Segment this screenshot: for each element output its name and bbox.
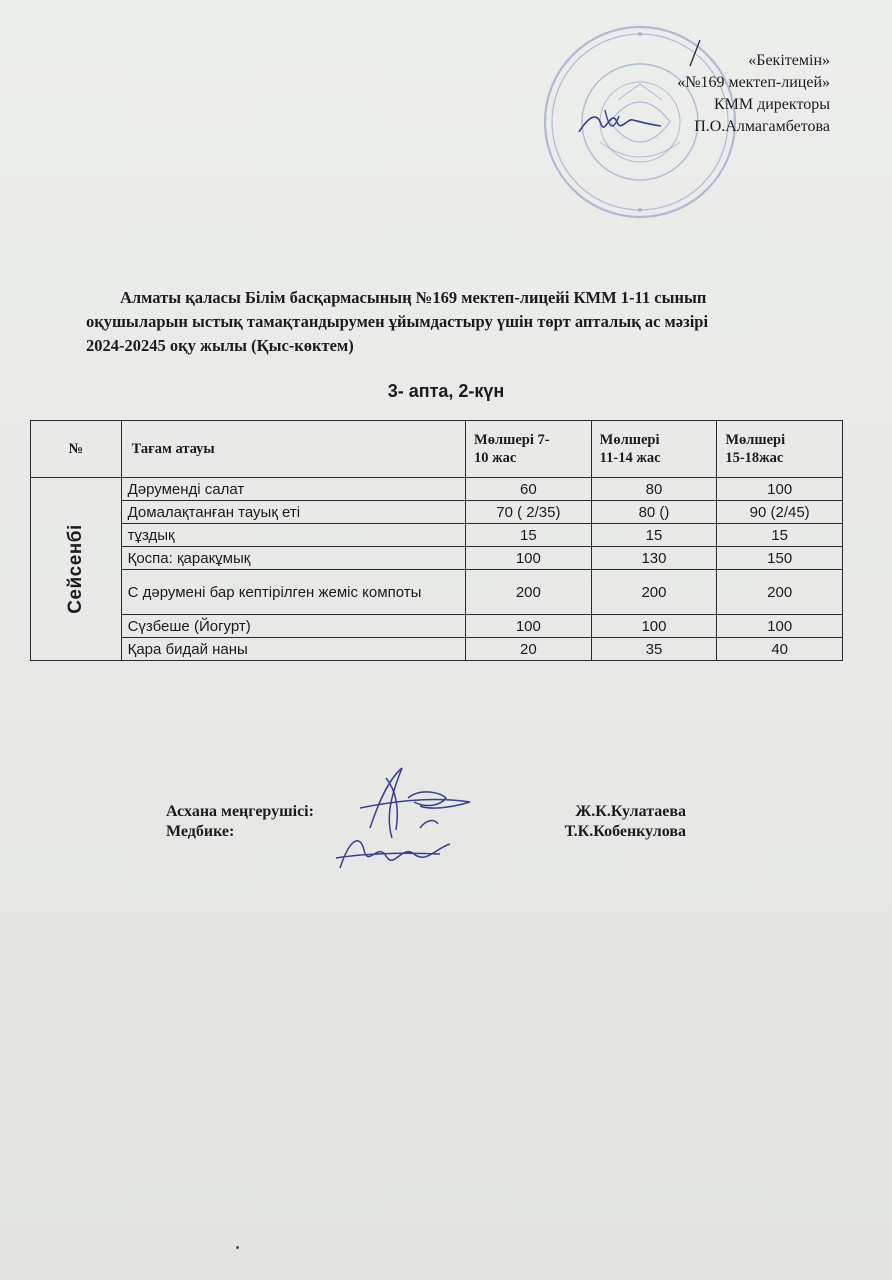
portion-11-14: 15 <box>591 524 717 547</box>
menu-table <box>30 420 843 661</box>
portion-7-10: 60 <box>466 478 592 501</box>
portion-15-18: 90 (2/45) <box>717 501 843 524</box>
dish-name: Домалақтанған тауық еті <box>121 501 465 524</box>
paper-speck <box>236 1246 239 1249</box>
portion-11-14: 130 <box>591 547 717 570</box>
dish-name: Дәруменді салат <box>121 478 465 501</box>
table-row <box>31 570 843 615</box>
approval-title: «Бекітемін» <box>748 52 830 69</box>
portion-11-14: 100 <box>591 615 717 638</box>
portion-11-14: 200 <box>591 570 717 615</box>
approval-position: КММ директоры <box>713 96 830 113</box>
table-row <box>31 524 843 547</box>
table-row <box>31 547 843 570</box>
signature-block <box>166 802 686 842</box>
portion-11-14: 35 <box>591 638 717 661</box>
portion-15-18: 200 <box>717 570 843 615</box>
header-portion-11-14-line2: 11-14 жас <box>599 450 661 466</box>
dish-name: Қоспа: қаракұмық <box>121 547 465 570</box>
week-day-subtitle: 3- апта, 2-күн <box>387 381 505 401</box>
table-row <box>31 478 843 501</box>
day-label: Сейсенбі <box>64 524 86 614</box>
header-portion-7-10-line2: 10 жас <box>474 450 517 466</box>
portion-15-18: 150 <box>717 547 843 570</box>
portion-15-18: 40 <box>717 638 843 661</box>
header-portion-7-10 <box>466 421 592 478</box>
header-portion-15-18 <box>717 421 843 478</box>
portion-7-10: 100 <box>466 547 592 570</box>
header-dish-name: Тағам атауы <box>121 421 465 478</box>
portion-11-14: 80 <box>591 478 717 501</box>
portion-7-10: 200 <box>466 570 592 615</box>
approval-director-name: П.О.Алмагамбетова <box>694 118 830 135</box>
day-cell <box>31 478 122 661</box>
nurse-name: Т.К.Кобенкулова <box>564 823 686 840</box>
dish-name: С дәрумені бар кептірілген жеміс компоты <box>121 570 465 615</box>
portion-7-10: 70 ( 2/35) <box>466 501 592 524</box>
table-row <box>31 501 843 524</box>
header-number: № <box>31 421 122 478</box>
dish-name: Қара бидай наны <box>121 638 465 661</box>
dish-name: Сүзбеше (Йогурт) <box>121 615 465 638</box>
header-portion-11-14-line1: Мөлшері <box>599 432 660 448</box>
title-line-3: 2024-20245 оқу жылы (Қыс-көктем) <box>86 336 354 355</box>
signature-row-nurse <box>166 822 686 842</box>
director-signature <box>575 98 665 148</box>
dish-name: тұздық <box>121 524 465 547</box>
portion-11-14: 80 () <box>591 501 717 524</box>
header-portion-11-14 <box>591 421 717 478</box>
title-line-1: Алматы қаласы Білім басқармасының №169 мектеп-лицейі КММ 1-11 сынып <box>120 288 707 307</box>
table-row <box>31 638 843 661</box>
signature-row-kitchen <box>166 802 686 822</box>
kitchen-manager-role: Асхана меңгерушісі: <box>166 803 314 820</box>
header-portion-7-10-line1: Мөлшері 7- <box>474 432 550 448</box>
portion-15-18: 15 <box>717 524 843 547</box>
portion-7-10: 20 <box>466 638 592 661</box>
header-portion-15-18-line1: Мөлшері <box>725 432 786 448</box>
document-title <box>86 286 846 358</box>
portion-15-18: 100 <box>717 478 843 501</box>
table-row <box>31 615 843 638</box>
nurse-role: Медбике: <box>166 823 235 840</box>
header-portion-15-18-line2: 15-18жас <box>725 450 784 466</box>
table-header-row <box>31 421 843 478</box>
title-line-2: оқушыларын ыстық тамақтандырумен ұйымдастыру үшін төрт апталық ас мәзірі <box>86 312 709 331</box>
kitchen-manager-name: Ж.К.Кулатаева <box>575 803 686 820</box>
portion-7-10: 100 <box>466 615 592 638</box>
portion-15-18: 100 <box>717 615 843 638</box>
portion-7-10: 15 <box>466 524 592 547</box>
approval-school: «№169 мектеп-лицей» <box>677 74 830 91</box>
approval-block <box>677 50 830 138</box>
